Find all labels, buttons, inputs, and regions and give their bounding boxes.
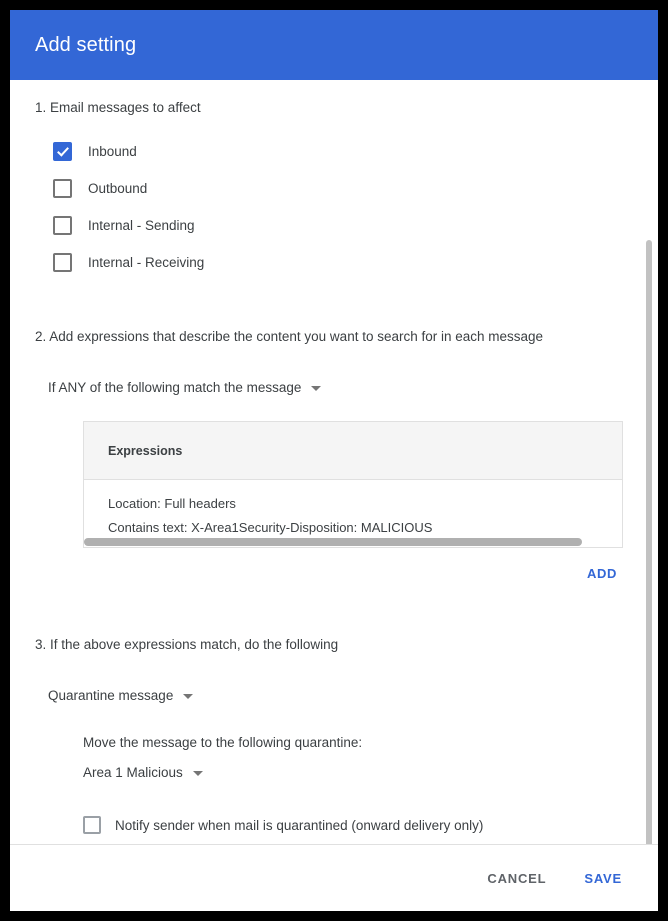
list-item[interactable]: Location: Full headers [108,496,236,511]
cancel-button[interactable]: CANCEL [487,870,547,886]
chevron-down-icon [311,386,321,391]
dialog-content [10,80,658,844]
expressions-header-label: Expressions [108,443,183,458]
dialog-body [10,80,658,845]
match-type-dropdown-value: If ANY of the following match the message [48,380,302,395]
dialog-header [10,10,658,80]
checkbox-row-outbound[interactable] [35,170,628,207]
expressions-list[interactable] [84,480,622,538]
action-dropdown-value: Quarantine message [48,688,174,703]
match-type-dropdown[interactable] [48,380,321,395]
section-2-heading: 2. Add expressions that describe the content you want to search for in each message [35,329,544,344]
checkbox-label-internal-receiving: Internal - Receiving [88,255,205,270]
checkbox-row-notify-sender[interactable] [83,816,628,834]
quarantine-instruction-label: Move the message to the following quarantine: [83,735,363,750]
checkbox-internal-sending[interactable] [53,216,72,235]
expressions-scroll-thumb[interactable] [84,538,582,546]
checkbox-outbound[interactable] [53,179,72,198]
list-item[interactable]: Contains text: X-Area1Security-Disposition: MALICIOUS [108,520,433,535]
page-title: Add setting [35,33,137,56]
section-3-heading: 3. If the above expressions match, do the following [35,637,339,652]
checkbox-label-inbound: Inbound [88,144,137,159]
checkbox-label-outbound: Outbound [88,181,148,196]
checkbox-row-internal-receiving[interactable] [35,244,628,281]
quarantine-target-dropdown[interactable] [83,764,628,782]
section-2 [35,329,628,585]
action-dropdown[interactable] [48,688,193,703]
checkbox-notify-sender[interactable] [83,816,101,834]
dialog-scroll-thumb[interactable] [646,240,652,845]
expressions-header-row [84,422,622,480]
checkbox-label-internal-sending: Internal - Sending [88,218,195,233]
add-setting-dialog [10,10,658,911]
save-button[interactable]: SAVE [584,870,622,886]
section-1-heading: 1. Email messages to affect [35,100,201,115]
chevron-down-icon [193,771,203,776]
checkbox-row-internal-sending[interactable] [35,207,628,244]
dialog-footer [10,845,658,911]
dialog-scrollbar[interactable] [649,80,655,844]
add-expression-button[interactable]: ADD [587,566,617,581]
checkbox-row-inbound[interactable] [35,133,628,170]
chevron-down-icon [183,694,193,699]
checkbox-internal-receiving[interactable] [53,253,72,272]
expressions-card [83,421,623,548]
checkbox-inbound[interactable] [53,142,72,161]
quarantine-target-value: Area 1 Malicious [83,765,183,780]
expressions-horizontal-scrollbar[interactable] [84,538,622,547]
add-expression-row [83,548,623,585]
section-3 [35,637,628,834]
checkbox-label-notify-sender: Notify sender when mail is quarantined (onward delivery only) [115,817,484,833]
